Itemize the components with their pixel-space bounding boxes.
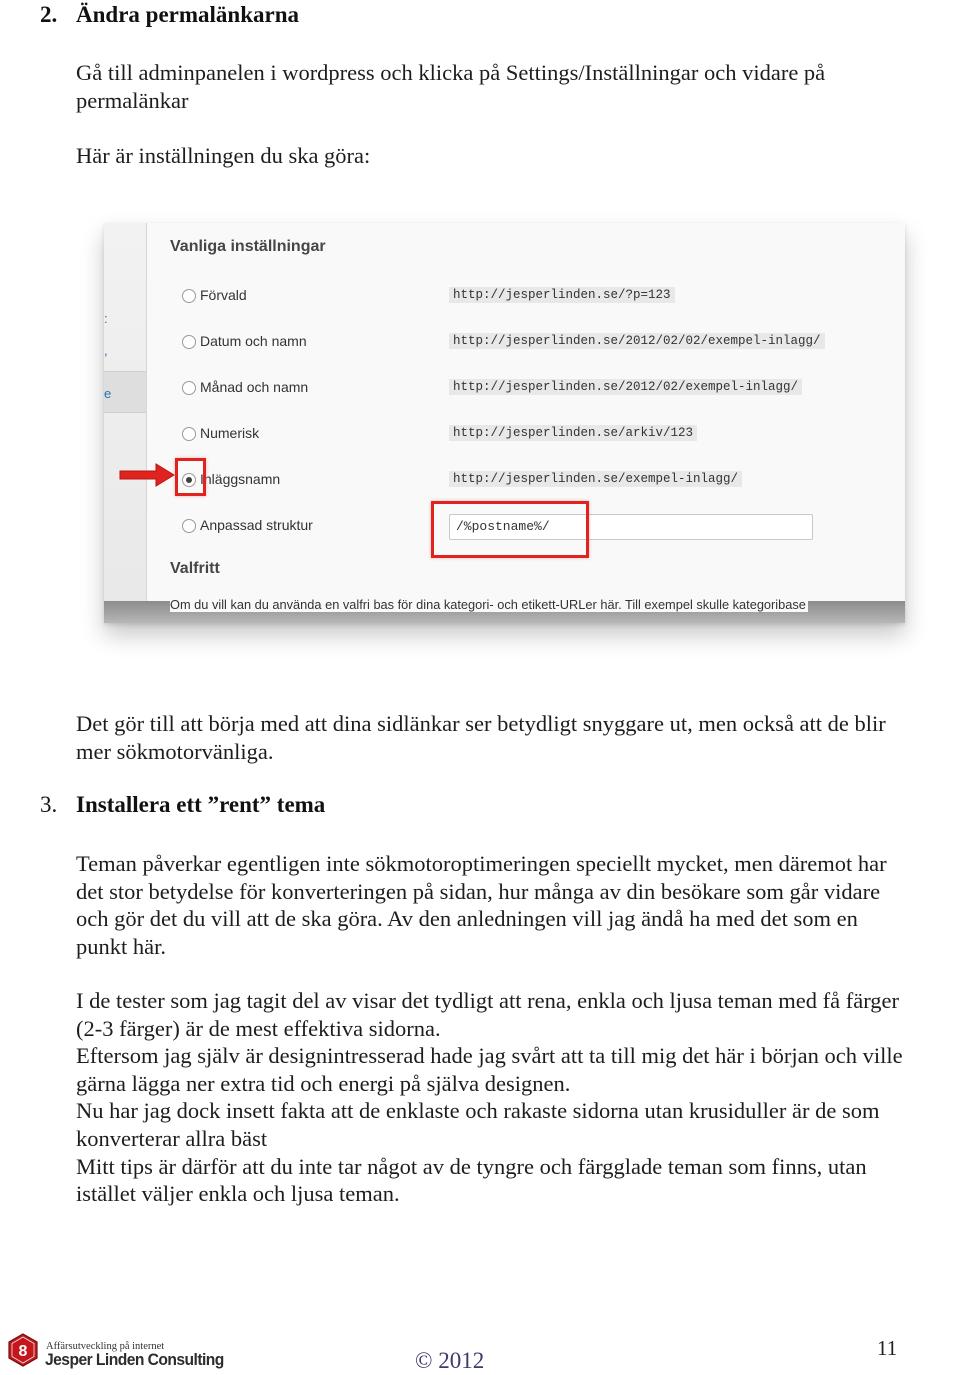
option-label-month-name: Månad och namn <box>200 379 309 395</box>
radio-custom-structure[interactable] <box>182 519 196 533</box>
settings-content <box>147 223 905 601</box>
option-label-post-name: Inläggsnamn <box>200 471 281 487</box>
optional-title: Valfritt <box>170 560 220 577</box>
logo-name: Jesper Linden Consulting <box>45 1350 224 1369</box>
sidebar-fragment: : <box>104 311 108 326</box>
option-label-date-name: Datum och namn <box>200 333 307 349</box>
admin-sidebar <box>104 223 147 623</box>
radio-date-name[interactable] <box>182 335 196 349</box>
section-3-title: Installera ett ”rent” tema <box>76 792 326 817</box>
section-2-heading <box>40 2 299 28</box>
logo-badge-icon <box>8 1333 38 1367</box>
section-3-line: Nu har jag dock insett fakta att de enklaste och rakaste sidorna utan krusiduller är de som konverterar allra bäst <box>76 1098 880 1151</box>
option-url-default: http://jesperlinden.se/?p=123 <box>449 287 675 303</box>
section-3-heading <box>40 792 325 818</box>
section-2-lead: Här är inställningen du ska göra: <box>76 143 371 168</box>
section-3-para-2 <box>76 987 906 1208</box>
optional-description: Om du vill kan du använda en valfri bas för dina kategori- och etikett-URLer här. Till exempel skulle kategoribase <box>170 597 806 612</box>
common-settings-title: Vanliga inställningar <box>170 238 326 255</box>
option-label-custom-structure: Anpassad struktur <box>200 517 313 533</box>
highlight-box-input <box>431 501 589 558</box>
section-3-para-1: Teman påverkar egentligen inte sökmotoroptimeringen speciellt mycket, men däremot har det stor betydelse för konverteringen på sidan, hur många av din besökare som går vidare och gör det du vill att de ska göra. Av den anledningen vill jag ändå ha med det som en punkt här. <box>76 851 887 959</box>
highlight-box-radio <box>175 458 206 496</box>
custom-structure-input[interactable]: /%postname%/ <box>449 514 813 540</box>
option-label-numeric: Numerisk <box>200 425 260 441</box>
sidebar-fragment: e <box>104 386 112 401</box>
radio-month-name[interactable] <box>182 381 196 395</box>
copyright: © 2012 <box>415 1348 485 1373</box>
page-number: 11 <box>877 1336 898 1360</box>
radio-default[interactable] <box>182 289 196 303</box>
section-2-after: Det gör till att börja med att dina sidlänkar ser betydligt snyggare ut, men också att de blir mer sökmotorvänliga. <box>76 711 886 764</box>
section-3-number: 3. <box>40 792 58 817</box>
option-url-post-name: http://jesperlinden.se/exempel-inlagg/ <box>449 471 742 487</box>
option-url-date-name: http://jesperlinden.se/2012/02/02/exempel-inlagg/ <box>449 333 825 349</box>
logo-tagline: Affärsutveckling på internet <box>46 1341 165 1352</box>
section-3-line: Mitt tips är därför att du inte tar något av de tyngre och färgglade teman som finns, utan istället väljer enkla och ljusa teman. <box>76 1153 867 1207</box>
sidebar-fragment: , <box>104 343 108 358</box>
option-label-default: Förvald <box>200 287 247 303</box>
section-3-line: Eftersom jag själv är designintresserad hade jag svårt att ta till mig det här i början och ville gärna lägga ner extra tid och energi på själva designen. <box>76 1043 903 1096</box>
section-2-number: 2. <box>40 2 58 27</box>
section-2-title: Ändra permalänkarna <box>76 2 299 27</box>
option-url-numeric: http://jesperlinden.se/arkiv/123 <box>449 425 697 441</box>
option-url-month-name: http://jesperlinden.se/2012/02/exempel-inlagg/ <box>449 379 802 395</box>
red-arrow-icon <box>118 461 178 489</box>
permalink-settings-screenshot <box>104 223 905 623</box>
radio-numeric[interactable] <box>182 427 196 441</box>
section-2-intro: Gå till adminpanelen i wordpress och klicka på Settings/Inställningar och vidare på permalänkar <box>76 60 826 113</box>
section-3-line: I de tester som jag tagit del av visar det tydligt att rena, enkla och ljusa teman med få färger (2-3 färger) är de mest effektiva sidorna. <box>76 988 900 1041</box>
logo-badge-number: 8 <box>18 1343 28 1360</box>
